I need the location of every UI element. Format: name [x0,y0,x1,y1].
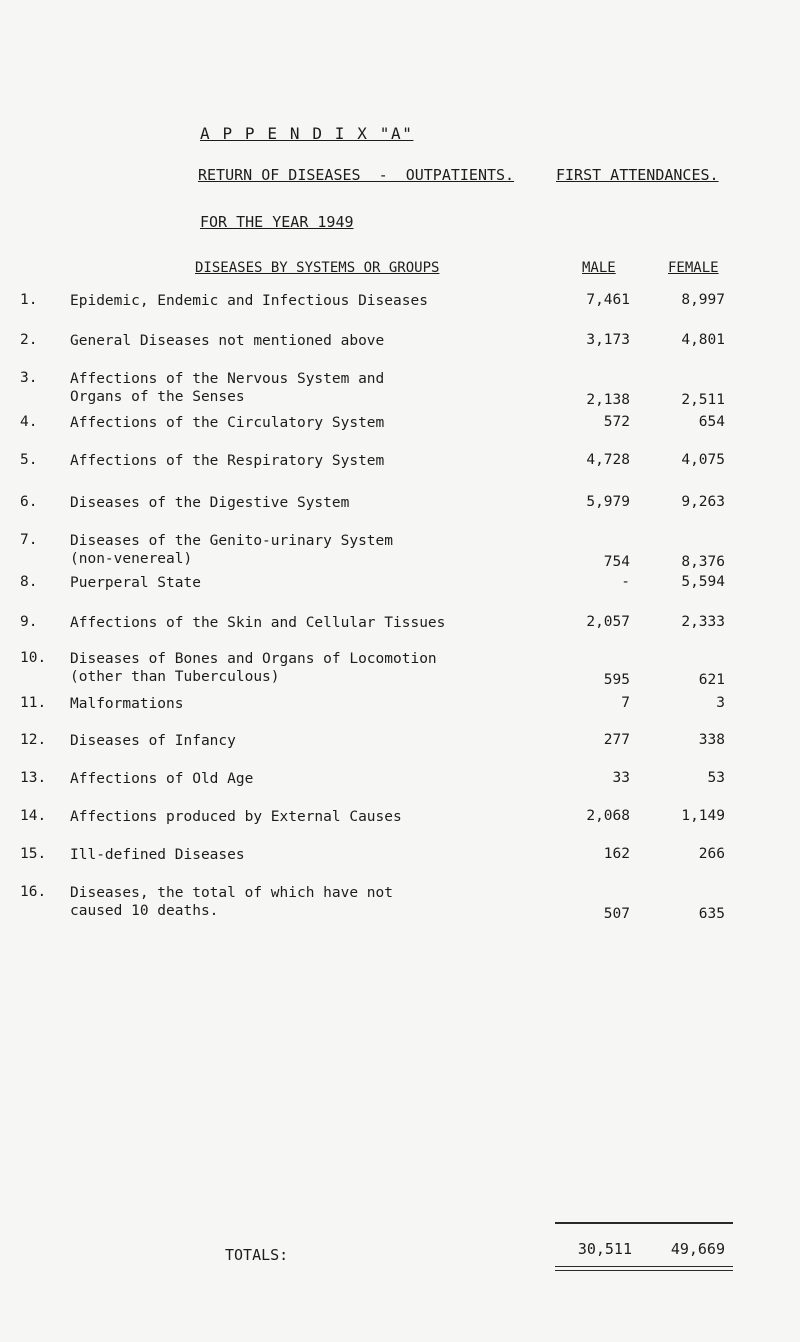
totals-male: 30,511 [577,1240,632,1258]
row-female-count: 3 [716,695,725,711]
row-female-count: 8,376 [681,554,725,570]
row-label: Affections of the Nervous System and Organs of the Senses [70,371,385,405]
row-male-count: - [621,574,630,590]
column-header-female: FEMALE [668,260,719,276]
row-number: 11. [20,695,47,711]
row-female-count: 654 [698,414,725,430]
row-number: 9. [20,614,38,630]
row-male-count: 2,138 [586,392,630,408]
row-label: Affections of Old Age [70,771,254,787]
row-female-count: 5,594 [681,574,725,590]
row-label: Malformations [70,696,184,712]
row-number: 1. [20,292,38,308]
row-male-count: 2,068 [586,808,630,824]
totals-bottom-rule-1 [555,1266,733,1267]
row-female-count: 1,149 [681,808,725,824]
row-male-count: 7 [621,695,630,711]
totals-bottom-rule-2 [555,1270,733,1271]
year-title: FOR THE YEAR 1949 [200,213,354,231]
row-male-count: 572 [603,414,630,430]
row-label: Diseases of Bones and Organs of Locomotion (other than Tuberculous) [70,651,437,685]
row-label: General Diseases not mentioned above [70,333,385,349]
row-female-count: 266 [698,846,725,862]
row-label: Affections of the Skin and Cellular Tissues [70,615,446,631]
row-label: Diseases of the Genito-urinary System (non-venereal) [70,533,394,567]
row-female-count: 2,511 [681,392,725,408]
row-label: Diseases, the total of which have not caused 10 deaths. [70,885,394,919]
row-number: 15. [20,846,47,862]
row-male-count: 5,979 [586,494,630,510]
totals-label: TOTALS: [225,1246,289,1264]
row-female-count: 4,075 [681,452,725,468]
column-header-disease: DISEASES BY SYSTEMS OR GROUPS [195,260,440,276]
row-number: 10. [20,650,47,666]
row-female-count: 338 [698,732,725,748]
row-label: Puerperal State [70,575,201,591]
column-header-male: MALE [582,260,616,276]
row-female-count: 53 [707,770,725,786]
row-label: Diseases of the Digestive System [70,495,350,511]
row-male-count: 7,461 [586,292,630,308]
row-female-count: 9,263 [681,494,725,510]
row-label: Affections produced by External Causes [70,809,402,825]
row-number: 8. [20,574,38,590]
totals-top-rule [555,1222,733,1224]
row-number: 16. [20,884,47,900]
row-male-count: 33 [612,770,630,786]
row-number: 14. [20,808,47,824]
table-row [0,884,800,936]
row-number: 13. [20,770,47,786]
row-label: Diseases of Infancy [70,733,236,749]
row-number: 5. [20,452,38,468]
row-male-count: 595 [603,672,630,688]
row-female-count: 4,801 [681,332,725,348]
row-number: 4. [20,414,38,430]
row-male-count: 277 [603,732,630,748]
first-attendances-title: FIRST ATTENDANCES. [556,166,719,184]
appendix-title: A P P E N D I X "A" [200,124,414,143]
row-male-count: 754 [603,554,630,570]
row-male-count: 3,173 [586,332,630,348]
return-title: RETURN OF DISEASES - OUTPATIENTS. [198,166,515,184]
row-male-count: 4,728 [586,452,630,468]
totals-female: 49,669 [670,1240,725,1258]
row-number: 7. [20,532,38,548]
row-number: 3. [20,370,38,386]
row-male-count: 507 [603,906,630,922]
row-female-count: 2,333 [681,614,725,630]
row-label: Ill-defined Diseases [70,847,245,863]
row-label: Affections of the Respiratory System [70,453,385,469]
row-male-count: 2,057 [586,614,630,630]
row-number: 2. [20,332,38,348]
row-female-count: 635 [698,906,725,922]
row-female-count: 621 [698,672,725,688]
row-label: Affections of the Circulatory System [70,415,385,431]
row-number: 6. [20,494,38,510]
row-female-count: 8,997 [681,292,725,308]
row-number: 12. [20,732,47,748]
row-male-count: 162 [603,846,630,862]
row-label: Epidemic, Endemic and Infectious Diseases [70,293,428,309]
